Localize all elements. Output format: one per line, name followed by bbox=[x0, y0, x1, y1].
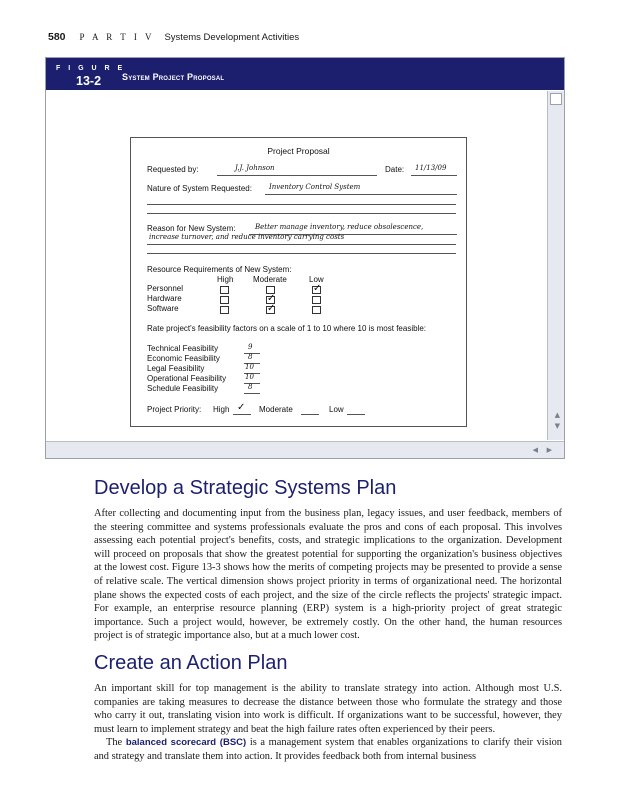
chapter-title: Systems Development Activities bbox=[164, 32, 300, 43]
date-value[interactable]: 11/13/09 bbox=[415, 164, 447, 172]
factor-score[interactable]: 8 bbox=[248, 383, 253, 391]
reason-value-line2[interactable]: increase turnover, and reduce inventory carrying costs bbox=[149, 233, 345, 241]
factor-name: Legal Feasibility bbox=[147, 364, 205, 373]
page-number: 580 bbox=[48, 31, 66, 43]
requested-by-label: Requested by: bbox=[147, 165, 199, 174]
hardware-low-checkbox[interactable] bbox=[312, 296, 321, 304]
column-high: High bbox=[217, 275, 234, 284]
figure-caption: System Project Proposal bbox=[122, 72, 225, 82]
hardware-high-checkbox[interactable] bbox=[220, 296, 229, 304]
check-mark-icon: ✓ bbox=[313, 283, 322, 294]
software-high-checkbox[interactable] bbox=[220, 306, 229, 314]
requested-by-value[interactable]: J.J. Johnson bbox=[235, 164, 275, 172]
bsc-term: balanced scorecard (BSC) bbox=[125, 737, 247, 748]
factor-line bbox=[244, 393, 260, 394]
factor-name: Technical Feasibility bbox=[147, 344, 219, 353]
software-moderate-checkbox[interactable] bbox=[266, 303, 276, 314]
priority-moderate-label: Moderate bbox=[259, 405, 293, 414]
reason-value-line1[interactable]: Better manage inventory, reduce obsolescence, bbox=[255, 223, 424, 231]
check-mark-icon: ✓ bbox=[267, 293, 276, 304]
bsc-rest: is a management system that enables organizations to clarify their vision and strategy and translate them into action. It provides feedback both from internal business bbox=[94, 737, 562, 762]
section-heading-action-plan: Create an Action Plan bbox=[94, 652, 288, 674]
nature-line bbox=[265, 194, 457, 195]
horizontal-scrollbar[interactable] bbox=[46, 441, 564, 458]
section-body-strategic-plan: After collecting and documenting input from the business plan, legacy issues, and user feedback, members of the steering committee and systems professionals evaluate the pros and cons of each proposal. This involves assessing each potential project's benefits, costs, and strategic implications to the organization. Development will proceed on proposals that show the greatest potential for supporting the organization's business objectives at the lowest cost. Figure 13-3 shows how the merits of competing projects may be presented to provide a sense of relative scale. The vertical dimension shows project priority in terms of organizational need. The horizontal plane shows the expected costs of each project, and the size of the circle reflects the projects' strategic impact. For example, an enterprise resource planning (ERP) system is a high-priority project of great strategic importance. Such a project would, however, be extremely costly. On the other hand, the human resources project is of strategic importance also, but at a much lower cost. bbox=[94, 508, 562, 642]
resource-name: Software bbox=[147, 304, 179, 313]
requested-by-line bbox=[217, 175, 377, 176]
reason-extra-line bbox=[147, 253, 456, 254]
scroll-up-icon[interactable]: ▲ bbox=[554, 411, 560, 419]
priority-moderate-line[interactable] bbox=[301, 414, 319, 415]
resource-name: Personnel bbox=[147, 284, 184, 293]
nature-label: Nature of System Requested: bbox=[147, 184, 252, 193]
figure-number: 13-2 bbox=[76, 74, 102, 88]
scroll-thumb[interactable] bbox=[550, 93, 562, 105]
date-line bbox=[411, 175, 457, 176]
personnel-low-checkbox[interactable] bbox=[312, 283, 322, 294]
nature-extra-line bbox=[147, 204, 456, 205]
running-head bbox=[48, 31, 299, 43]
vertical-scrollbar[interactable] bbox=[547, 91, 564, 440]
form-title: Project Proposal bbox=[267, 146, 330, 156]
nature-value[interactable]: Inventory Control System bbox=[269, 183, 361, 191]
date-label: Date: bbox=[385, 165, 405, 174]
check-mark-icon: ✓ bbox=[267, 303, 276, 314]
section-body-action-plan: An important skill for top management is the ability to translate strategy into action. Although most U.S. companies are taking measures to decrease the distance between those who formulate the strategy and those who carry it out, translating vision into work is difficult. If organizations want to be successful, however, they must learn to implement strategy and beat the high failure rates often experienced by their peers. bbox=[94, 683, 562, 735]
factor-score[interactable]: 10 bbox=[245, 363, 254, 371]
factor-name: Operational Feasibility bbox=[147, 374, 227, 383]
scroll-down-icon[interactable]: ▼ bbox=[554, 422, 560, 430]
priority-high-label: High bbox=[213, 405, 230, 414]
factor-score[interactable]: 8 bbox=[248, 353, 253, 361]
priority-low-label: Low bbox=[329, 405, 344, 414]
personnel-high-checkbox[interactable] bbox=[220, 286, 229, 294]
priority-high-line bbox=[233, 414, 251, 415]
section-body-bsc bbox=[94, 736, 562, 763]
priority-label: Project Priority: bbox=[147, 405, 202, 414]
bsc-lead: The bbox=[106, 737, 123, 748]
reason-extra-line bbox=[147, 244, 456, 245]
figure-label: F I G U R E bbox=[56, 65, 126, 72]
part-label: P A R T I V bbox=[79, 32, 155, 42]
factor-score[interactable]: 10 bbox=[245, 373, 254, 381]
column-low: Low bbox=[309, 275, 324, 284]
scroll-left-icon[interactable]: ◀ bbox=[532, 446, 538, 454]
factor-name: Schedule Feasibility bbox=[147, 384, 219, 393]
priority-low-line[interactable] bbox=[347, 414, 365, 415]
nature-extra-line bbox=[147, 213, 456, 214]
priority-check-icon[interactable]: ✓ bbox=[237, 402, 246, 413]
project-proposal-form bbox=[130, 137, 467, 427]
reason-label: Reason for New System: bbox=[147, 224, 236, 233]
figure-title-bar bbox=[46, 58, 564, 90]
resource-name: Hardware bbox=[147, 294, 182, 303]
column-moderate: Moderate bbox=[253, 275, 287, 284]
software-low-checkbox[interactable] bbox=[312, 306, 321, 314]
factor-name: Economic Feasibility bbox=[147, 354, 220, 363]
scroll-right-icon[interactable]: ▶ bbox=[546, 446, 552, 454]
rate-instructions: Rate project's feasibility factors on a scale of 1 to 10 where 10 is most feasible: bbox=[147, 324, 426, 333]
factor-score[interactable]: 9 bbox=[248, 343, 253, 351]
resources-label: Resource Requirements of New System: bbox=[147, 265, 292, 274]
section-heading-strategic-plan: Develop a Strategic Systems Plan bbox=[94, 477, 397, 499]
